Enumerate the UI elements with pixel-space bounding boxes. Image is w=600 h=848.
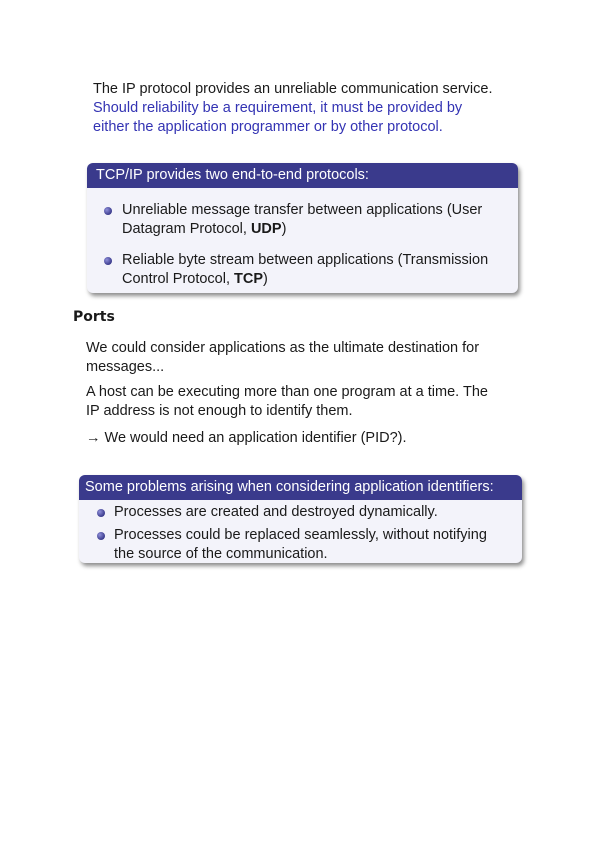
intro-line-1: The IP protocol provides an unreliable communication service. — [93, 81, 493, 97]
list-item — [87, 251, 518, 289]
ports-paragraph-2: A host can be executing more than one program at a time. The IP address is not enough to identify them. — [86, 384, 488, 419]
udp-acronym: UDP — [250, 221, 282, 237]
tcp-line-2: Control Protocol, TCP) — [122, 271, 268, 287]
problems-block-title: Some problems arising when considering application identifiers: — [79, 475, 522, 500]
tcp-acronym: TCP — [234, 271, 264, 287]
bullet-icon — [104, 257, 112, 265]
list-item — [87, 201, 518, 239]
bullet-icon — [97, 532, 105, 540]
intro-line-3: either the application programmer or by other protocol. — [93, 119, 443, 135]
tcp-line-1: Reliable byte stream between applications (Transmission — [122, 252, 489, 268]
list-item: Processes could be replaced seamlessly, without notifying the source of the communication. — [79, 526, 522, 564]
udp-line-2: Datagram Protocol, UDP) — [122, 221, 287, 237]
intro-paragraph — [93, 80, 493, 137]
ports-heading: Ports — [73, 309, 115, 325]
problems-list — [79, 500, 522, 564]
problems-block — [79, 475, 522, 563]
bullet-icon — [97, 509, 105, 517]
tcp-block-title: TCP/IP provides two end-to-end protocols: — [87, 163, 518, 188]
ports-paragraph-1: We could consider applications as the ultimate destination for messages... — [86, 340, 480, 375]
tcp-protocols-block — [87, 163, 518, 293]
list-item: Processes are created and destroyed dynamically. — [79, 503, 522, 522]
ports-paragraph-3: → We would need an application identifier (PID?). — [86, 430, 407, 446]
udp-line-1: Unreliable message transfer between applications (User — [122, 202, 483, 218]
intro-line-2: Should reliability be a requirement, it must be provided by — [93, 100, 463, 116]
tcp-protocol-list — [87, 188, 518, 289]
bullet-icon — [104, 207, 112, 215]
